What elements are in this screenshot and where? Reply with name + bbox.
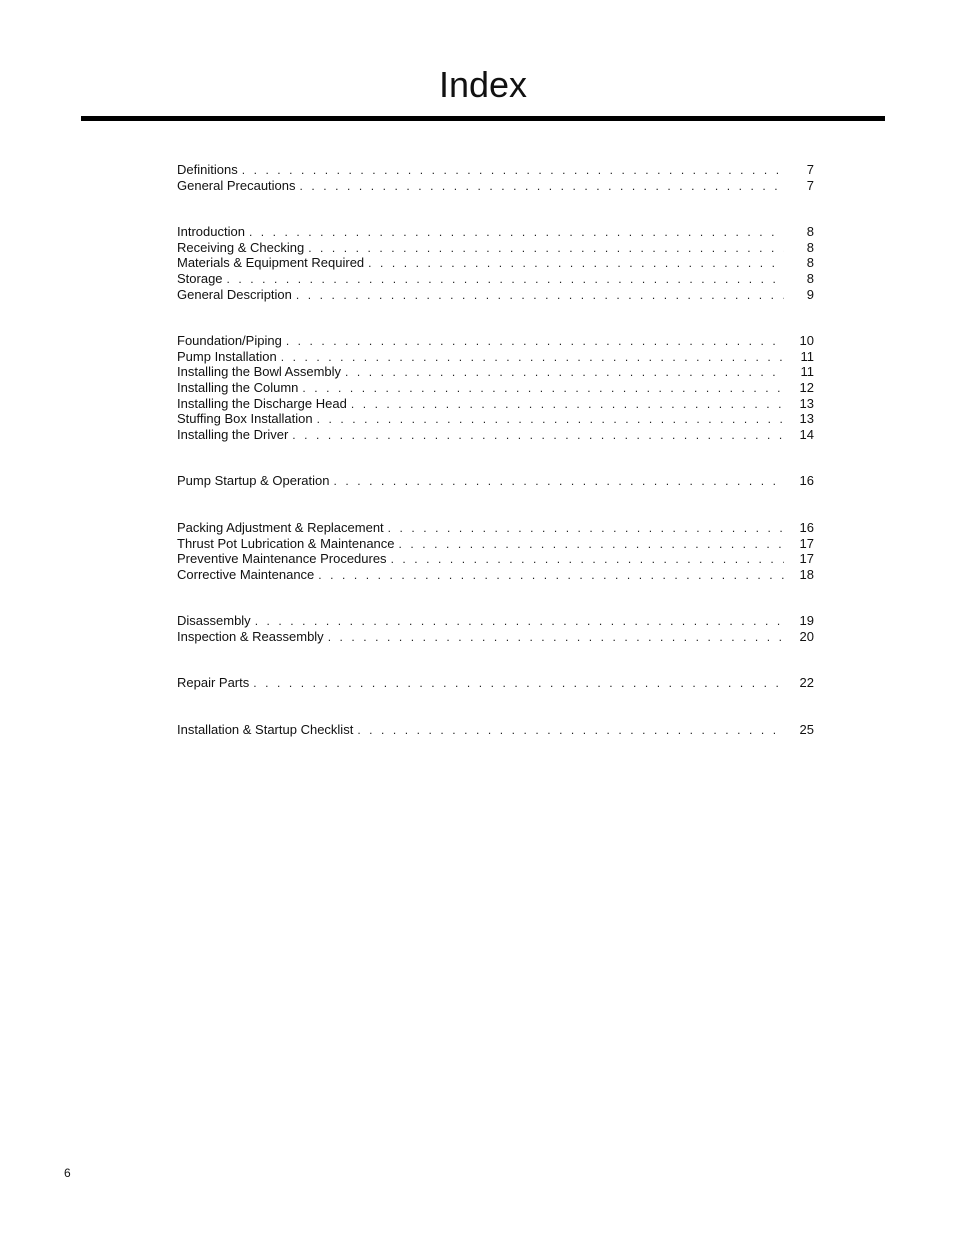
toc-entry[interactable] bbox=[177, 520, 814, 536]
page-title: Index bbox=[438, 64, 528, 105]
toc-entry[interactable] bbox=[177, 162, 814, 178]
toc-entry-page: 19 bbox=[799, 613, 814, 629]
toc-entry-page: 18 bbox=[799, 566, 814, 582]
toc-entry[interactable] bbox=[177, 411, 814, 427]
toc-entry-page: 7 bbox=[806, 177, 814, 193]
toc-entry-label: Thrust Pot Lubrication & Maintenance bbox=[177, 535, 395, 551]
toc-entry-label: Installing the Bowl Assembly bbox=[177, 364, 342, 380]
dot-leader bbox=[292, 428, 784, 444]
toc-group bbox=[177, 224, 814, 302]
toc-entry-label: Foundation/Piping bbox=[177, 333, 282, 349]
toc-entry[interactable] bbox=[177, 380, 814, 396]
toc-entry-label: Storage bbox=[177, 270, 223, 286]
toc-entry-label: Installing the Column bbox=[177, 379, 299, 395]
toc-entry-page: 12 bbox=[799, 379, 814, 395]
toc-entry[interactable] bbox=[177, 675, 814, 691]
dot-leader bbox=[318, 568, 784, 584]
dot-leader bbox=[345, 365, 784, 381]
toc-entry-label: Inspection & Reassembly bbox=[177, 628, 324, 644]
toc-entry[interactable] bbox=[177, 364, 814, 380]
toc-entry-label: General Precautions bbox=[177, 177, 296, 193]
toc-entry[interactable] bbox=[177, 427, 814, 443]
toc-entry-label: Introduction bbox=[177, 224, 245, 240]
dot-leader bbox=[328, 630, 784, 646]
toc-entry[interactable] bbox=[177, 349, 814, 365]
dot-leader bbox=[399, 537, 784, 553]
dot-leader bbox=[308, 241, 784, 257]
dot-leader bbox=[391, 552, 784, 568]
dot-leader bbox=[317, 412, 784, 428]
toc-entry-label: General Description bbox=[177, 286, 292, 302]
toc-entry-label: Stuffing Box Installation bbox=[177, 411, 313, 427]
toc-group bbox=[177, 520, 814, 582]
toc-entry-page: 25 bbox=[799, 722, 814, 738]
toc-entry-page: 8 bbox=[806, 255, 814, 271]
dot-leader bbox=[286, 334, 784, 350]
toc-entry-page: 11 bbox=[800, 348, 814, 364]
toc-entry-page: 11 bbox=[800, 364, 814, 380]
toc-entry-label: Packing Adjustment & Replacement bbox=[177, 519, 384, 535]
toc-entry-label: Receiving & Checking bbox=[177, 239, 305, 255]
toc-entry-page: 20 bbox=[799, 628, 814, 644]
dot-leader bbox=[242, 163, 784, 179]
toc-entry-page: 22 bbox=[799, 675, 814, 691]
toc-entry-page: 9 bbox=[806, 286, 814, 302]
dot-leader bbox=[333, 474, 784, 490]
toc-entry-label: Preventive Maintenance Procedures bbox=[177, 551, 387, 567]
toc-entry[interactable] bbox=[177, 396, 814, 412]
toc-entry[interactable] bbox=[177, 333, 814, 349]
toc-entry[interactable] bbox=[177, 629, 814, 645]
toc-entry-label: Corrective Maintenance bbox=[177, 566, 315, 582]
toc-entry-label: Pump Startup & Operation bbox=[177, 473, 330, 489]
toc-entry-page: 13 bbox=[799, 395, 814, 411]
toc-entry-page: 8 bbox=[806, 270, 814, 286]
dot-leader bbox=[281, 350, 784, 366]
toc-entry-page: 13 bbox=[799, 411, 814, 427]
page-number: 6 bbox=[64, 1166, 71, 1180]
toc-entry-page: 7 bbox=[806, 162, 814, 177]
dot-leader bbox=[357, 723, 784, 739]
toc-group bbox=[177, 333, 814, 442]
dot-leader bbox=[368, 256, 784, 272]
toc-entry[interactable] bbox=[177, 240, 814, 256]
toc-entry-page: 10 bbox=[799, 333, 814, 349]
dot-leader bbox=[302, 381, 784, 397]
toc-group bbox=[177, 473, 814, 489]
toc-entry[interactable] bbox=[177, 178, 814, 194]
toc-entry-label: Repair Parts bbox=[177, 675, 250, 691]
toc-entry-label: Installation & Startup Checklist bbox=[177, 722, 354, 738]
dot-leader bbox=[351, 397, 784, 413]
toc-entry-label: Disassembly bbox=[177, 613, 251, 629]
toc-group bbox=[177, 162, 814, 193]
toc-entry-page: 16 bbox=[799, 519, 814, 535]
toc-entry[interactable] bbox=[177, 473, 814, 489]
dot-leader bbox=[227, 272, 784, 288]
dot-leader bbox=[255, 614, 784, 630]
toc-entry-page: 17 bbox=[799, 535, 814, 551]
dot-leader bbox=[300, 179, 784, 195]
toc-group bbox=[177, 613, 814, 644]
toc-entry-label: Installing the Driver bbox=[177, 426, 289, 442]
toc-entry-label: Materials & Equipment Required bbox=[177, 255, 365, 271]
dot-leader bbox=[249, 225, 784, 241]
table-of-contents bbox=[177, 162, 814, 769]
toc-entry[interactable] bbox=[177, 613, 814, 629]
toc-entry-page: 14 bbox=[799, 426, 814, 442]
dot-leader bbox=[253, 676, 784, 692]
toc-entry-label: Pump Installation bbox=[177, 348, 277, 364]
toc-entry[interactable] bbox=[177, 271, 814, 287]
toc-group bbox=[177, 675, 814, 691]
toc-entry-page: 8 bbox=[806, 224, 814, 240]
toc-entry-label: Definitions bbox=[177, 162, 238, 177]
dot-leader bbox=[296, 288, 784, 304]
title-rule bbox=[81, 116, 885, 121]
toc-entry[interactable] bbox=[177, 722, 814, 738]
toc-group bbox=[177, 722, 814, 738]
toc-entry[interactable] bbox=[177, 551, 814, 567]
toc-entry-page: 16 bbox=[799, 473, 814, 489]
toc-entry[interactable] bbox=[177, 536, 814, 552]
toc-entry[interactable] bbox=[177, 287, 814, 303]
toc-entry[interactable] bbox=[177, 255, 814, 271]
toc-entry-page: 8 bbox=[806, 239, 814, 255]
toc-entry[interactable] bbox=[177, 567, 814, 583]
dot-leader bbox=[388, 521, 784, 537]
toc-entry-label: Installing the Discharge Head bbox=[177, 395, 347, 411]
toc-entry[interactable] bbox=[177, 224, 814, 240]
toc-entry-page: 17 bbox=[799, 551, 814, 567]
